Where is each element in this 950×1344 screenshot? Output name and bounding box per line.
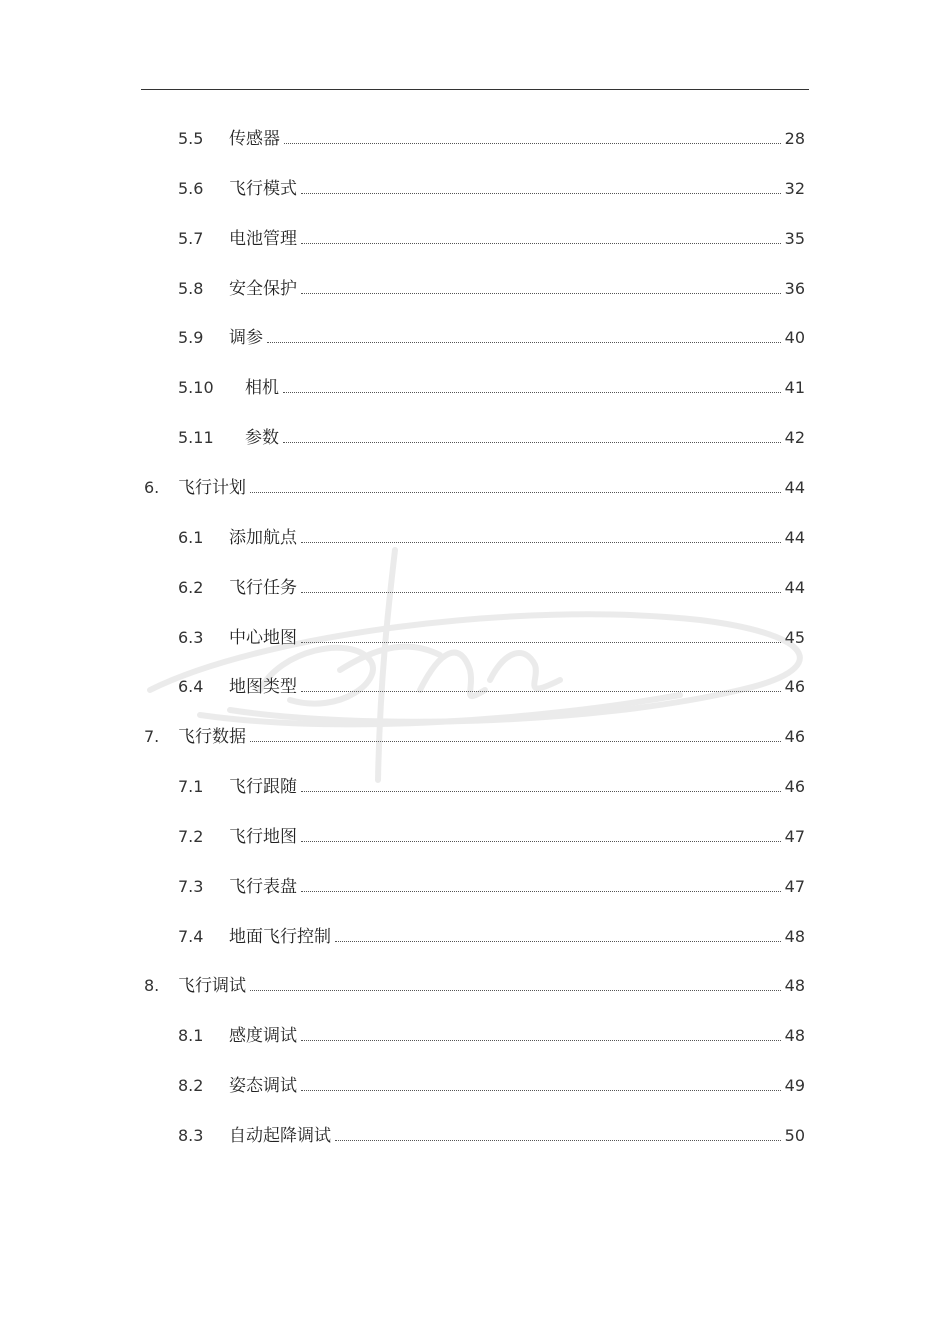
toc-dot-leader	[301, 176, 781, 202]
toc-entry-page-number: 48	[784, 1026, 805, 1045]
toc-dot-leader	[301, 276, 781, 302]
toc-entry[interactable]	[0, 774, 950, 800]
toc-entry-title: 电池管理	[229, 229, 297, 249]
toc-entry-title: 姿态调试	[229, 1076, 297, 1096]
toc-entry-page-number: 44	[784, 528, 805, 547]
toc-entry-page-number: 47	[784, 827, 805, 846]
toc-dot-leader	[301, 1073, 781, 1099]
toc-entry-number: 5.7	[178, 229, 204, 248]
toc-entry-title: 调参	[229, 328, 263, 348]
toc-entry-page-number: 44	[784, 478, 805, 497]
toc-entry-number: 6.4	[178, 677, 204, 696]
toc-entry-title: 安全保护	[229, 279, 297, 299]
toc-entry[interactable]	[0, 525, 950, 551]
toc-dot-leader	[301, 525, 781, 551]
toc-entry-page-number: 48	[784, 927, 805, 946]
toc-dot-leader	[301, 226, 781, 252]
toc-entry-title: 传感器	[229, 129, 280, 149]
toc-dot-leader	[335, 924, 781, 950]
toc-entry-number: 5.11	[178, 428, 214, 447]
toc-entry-title: 飞行任务	[229, 578, 297, 598]
toc-entry-number: 6.	[144, 478, 160, 497]
toc-entry-page-number: 42	[784, 428, 805, 447]
toc-entry-title: 相机	[245, 378, 279, 398]
toc-entry-number: 6.3	[178, 628, 204, 647]
toc-dot-leader	[250, 973, 781, 999]
toc-entry-title: 飞行表盘	[229, 877, 297, 897]
toc-dot-leader	[301, 774, 781, 800]
toc-entry-number: 5.9	[178, 328, 204, 347]
toc-entry[interactable]	[0, 1123, 950, 1149]
toc-entry-title: 飞行模式	[229, 179, 297, 199]
toc-dot-leader	[335, 1123, 781, 1149]
toc-entry[interactable]	[0, 1023, 950, 1049]
toc-dot-leader	[301, 1023, 781, 1049]
toc-entry-number: 7.4	[178, 927, 204, 946]
toc-entry-number: 8.	[144, 976, 160, 995]
toc-entry-number: 6.1	[178, 528, 204, 547]
toc-entry-number: 7.2	[178, 827, 204, 846]
toc-entry[interactable]	[0, 724, 950, 750]
toc-entry[interactable]	[0, 625, 950, 651]
toc-entry-page-number: 28	[784, 129, 805, 148]
toc-entry[interactable]	[0, 126, 950, 152]
toc-entry-title: 中心地图	[229, 628, 297, 648]
toc-entry[interactable]	[0, 226, 950, 252]
toc-entry-title: 地图类型	[229, 677, 297, 697]
toc-entry-title: 飞行地图	[229, 827, 297, 847]
toc-entry-page-number: 44	[784, 578, 805, 597]
toc-entry[interactable]	[0, 325, 950, 351]
toc-entry-page-number: 50	[784, 1126, 805, 1145]
toc-dot-leader	[267, 325, 781, 351]
toc-entry-title: 飞行跟随	[229, 777, 297, 797]
toc-entry-title: 添加航点	[229, 528, 297, 548]
toc-entry[interactable]	[0, 425, 950, 451]
toc-entry-page-number: 46	[784, 777, 805, 796]
toc-entry-number: 5.6	[178, 179, 204, 198]
toc-entry-page-number: 46	[784, 677, 805, 696]
toc-entry-page-number: 41	[784, 378, 805, 397]
toc-entry-number: 7.3	[178, 877, 204, 896]
toc-entry-page-number: 40	[784, 328, 805, 347]
toc-entry-number: 5.8	[178, 279, 204, 298]
toc-entry-page-number: 45	[784, 628, 805, 647]
toc-entry-number: 8.3	[178, 1126, 204, 1145]
toc-dot-leader	[301, 674, 781, 700]
toc-entry-number: 5.10	[178, 378, 214, 397]
toc-entry-title: 参数	[245, 428, 279, 448]
toc-entry[interactable]	[0, 674, 950, 700]
toc-entry-page-number: 49	[784, 1076, 805, 1095]
toc-entry[interactable]	[0, 276, 950, 302]
toc-entry-title: 飞行调试	[178, 976, 246, 996]
toc-entry-number: 8.2	[178, 1076, 204, 1095]
toc-entry-title: 飞行数据	[178, 727, 246, 747]
toc-dot-leader	[250, 475, 781, 501]
toc-dot-leader	[283, 375, 781, 401]
toc-entry-page-number: 36	[784, 279, 805, 298]
toc-dot-leader	[284, 126, 781, 152]
toc-entry[interactable]	[0, 575, 950, 601]
toc-entry-title: 地面飞行控制	[229, 927, 331, 947]
toc-dot-leader	[250, 724, 781, 750]
toc-dot-leader	[301, 824, 781, 850]
toc-entry[interactable]	[0, 375, 950, 401]
toc-entry-page-number: 32	[784, 179, 805, 198]
toc-entry-number: 7.1	[178, 777, 204, 796]
toc-dot-leader	[301, 874, 781, 900]
toc-entry-title: 飞行计划	[178, 478, 246, 498]
toc-entry-number: 5.5	[178, 129, 204, 148]
toc-entry[interactable]	[0, 874, 950, 900]
toc-entry-page-number: 35	[784, 229, 805, 248]
toc-entry[interactable]	[0, 1073, 950, 1099]
toc-entry[interactable]	[0, 176, 950, 202]
toc-entry-number: 8.1	[178, 1026, 204, 1045]
toc-entry[interactable]	[0, 824, 950, 850]
toc-entry[interactable]	[0, 973, 950, 999]
toc-dot-leader	[301, 625, 781, 651]
toc-entry-number: 7.	[144, 727, 160, 746]
toc-entry-title: 自动起降调试	[229, 1126, 331, 1146]
toc-dot-leader	[283, 425, 781, 451]
toc-entry-page-number: 46	[784, 727, 805, 746]
toc-dot-leader	[301, 575, 781, 601]
toc-entry[interactable]	[0, 475, 950, 501]
toc-entry-title: 感度调试	[229, 1026, 297, 1046]
toc-entry-number: 6.2	[178, 578, 204, 597]
toc-entry[interactable]	[0, 924, 950, 950]
toc-entry-page-number: 47	[784, 877, 805, 896]
toc-entry-page-number: 48	[784, 976, 805, 995]
